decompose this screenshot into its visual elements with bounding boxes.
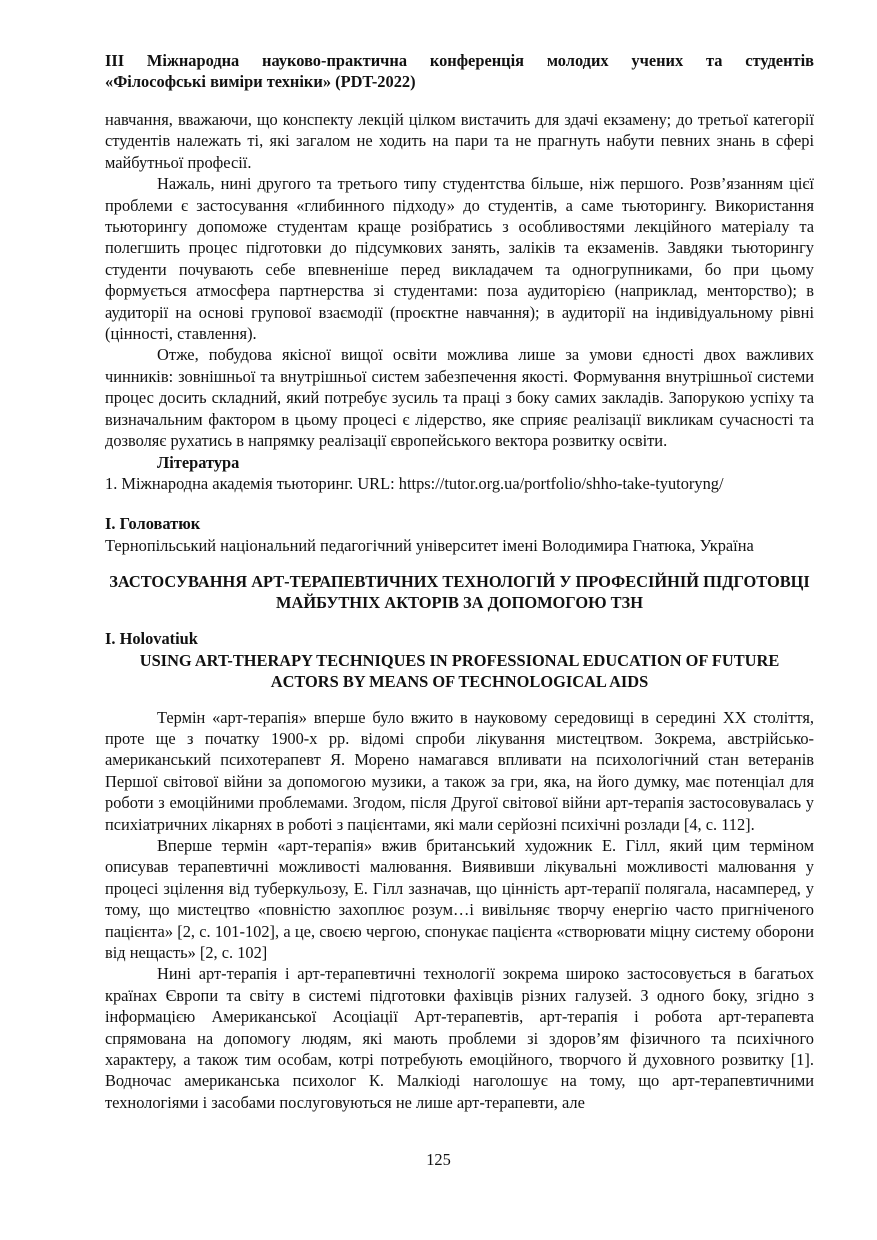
conference-header-line1: ІІІ Міжнародна науково-практична конференція молодих учених та студентів xyxy=(105,51,814,70)
article-title-en: USING ART-THERAPY TECHNIQUES IN PROFESSIONAL EDUCATION OF FUTURE ACTORS BY MEANS OF TECHNOLOGICAL AIDS xyxy=(139,650,780,691)
paragraph: Термін «арт-терапія» вперше було вжито в науковому середовищі в середині ХХ століття, проте ще з початку 1900-х рр. відомі спроби лікування мистецтвом. Зокрема, австрійсько-американський психотерапевт Я. Морено намагався впливати на психологічний стан ветеранів Першої світової війни за допомогою музики, а також за гри, яка, на його думку, має потенціал для роботи з емоційними проблемами. Згодом, після Другої світової війни арт-терапія застосовувалась у психіатричних лікарнях в роботі з пацієнтами, які мали серйозні психічні розлади [4, с. 112]. xyxy=(105,707,814,834)
paragraph: Отже, побудова якісної вищої освіти можлива лише за умови єдності двох важливих чинників: зовнішньої та внутрішньої систем забезпечення якості. Формування внутрішньої системи процес досить складний, який потребує зусиль та праці з боку самих закладів. Запорукою успіху та визначальним фактором в цьому процесі є лідерство, яке сприяє реалізації викликам сучасності та дозволяє рухатись в напрямку реалізації європейського вектора розвитку освіти. xyxy=(105,345,814,451)
previous-article-body xyxy=(105,109,814,452)
conference-header-line2: «Філософські виміри техніки» (PDT-2022) xyxy=(105,72,416,91)
author-affiliation: Тернопільський національний педагогічний університет імені Володимира Гнатюка, Україна xyxy=(105,535,754,555)
paragraph: Нині арт-терапія і арт-терапевтичні технології зокрема широко застосовується в багатьох країнах Європи та світу в системі підготовки фахівців різних галузей. З одного боку, згідно з інформацією Американської Асоціації Арт-терапевтів, арт-терапія і робота арт-терапевта спрямована на допомогу людям, які мають проблеми зі здоров’ям фізичного та психічного характеру, а також тим особам, котрі потребують емоційного, творчого й духовного розвитку [1]. Водночас американська психолог К. Малкіоді наголошує на тому, що арт-терапевтичними технологіями і засобами послуговуються не лише арт-терапевти, але xyxy=(105,964,814,1112)
article-title-ua: ЗАСТОСУВАННЯ АРТ-ТЕРАПЕВТИЧНИХ ТЕХНОЛОГІЙ У ПРОФЕСІЙНІЙ ПІДГОТОВЦІ МАЙБУТНІХ АКТОРІВ ЗА ДОПОМОГОЮ ТЗН xyxy=(109,572,810,613)
document-page xyxy=(105,50,814,1113)
literature-heading: Література xyxy=(157,452,240,472)
conference-header xyxy=(105,50,814,92)
article-body xyxy=(105,707,814,1114)
author-name-ua: І. Головатюк xyxy=(105,514,201,534)
page-number: 125 xyxy=(426,1150,451,1169)
author-name-en: I. Holovatiuk xyxy=(105,629,198,649)
paragraph: навчання, вважаючи, що конспекту лекцій цілком вистачить для здачі екзамену; до третьої категорії студентів належать ті, які загалом не ходить на пари та не прагнуть набути певних знань в сфері майбутньої професії. xyxy=(105,110,814,172)
paragraph: Вперше термін «арт-терапія» вжив британський художник Е. Гілл, який цим терміном описував терапевтичні можливості малювання. Виявивши лікувальні можливості малювання у процесі зцілення від туберкульозу, Е. Гілл зазначав, що цінність арт-терапії полягала, насамперед, у тому, що мистецтво «повністю захоплює розум…і вивільняє творчу енергію часто пригніченого пацієнта» [2, с. 101-102], а це, своєю чергою, спонукає пацієнта «створювати міцну систему оборони від нещасть» [2, с. 102] xyxy=(105,835,814,962)
paragraph: Нажаль, нині другого та третього типу студентства більше, ніж першого. Розв’язанням цієї проблеми є застосування «глибинного підходу» до студентів, а саме тьюторингу. Використання тьюторингу допоможе студентам краще розібратись з особливостями лекційного матеріалу та полегшить процес підготовки до підсумкових занять, заліків та екзаменів. Завдяки тьюторингу студенти почувають себе впевненіше перед викладачем та одногрупниками, бо при цьому формується атмосфера партнерства зі студентами: поза аудиторією (наприклад, менторство); в аудиторії на основі групової взаємодії (проєктне навчання); в аудиторії на індивідуальному рівні (цінності, ставлення). xyxy=(105,174,814,344)
literature-item: 1. Міжнародна академія тьюторинг. URL: https://tutor.org.ua/portfolio/shho-take-tyutoryng/ xyxy=(105,473,724,493)
